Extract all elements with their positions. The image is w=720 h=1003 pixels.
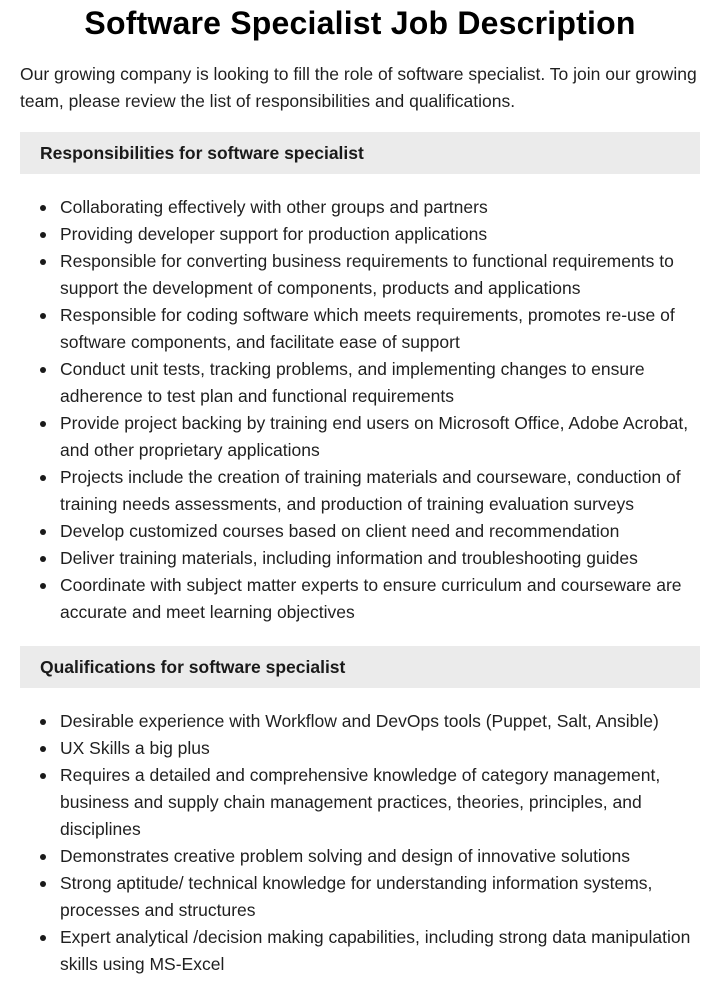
bullet-icon — [40, 313, 46, 319]
bullet-icon — [40, 259, 46, 265]
list-item-text: Responsible for coding software which meets requirements, promotes re-use of software components, and facilitate ease of support — [60, 305, 675, 352]
bullet-icon — [40, 556, 46, 562]
list-item-text: Coordinate with subject matter experts to ensure curriculum and courseware are accurate and meet learning objectives — [60, 575, 682, 622]
list-item — [20, 870, 700, 924]
list-item-text: UX Skills a big plus — [60, 738, 210, 758]
list-item — [20, 708, 700, 735]
list-item — [20, 762, 700, 843]
bullet-icon — [40, 421, 46, 427]
list-item — [20, 572, 700, 626]
list-item — [20, 545, 700, 572]
bullet-icon — [40, 881, 46, 887]
list-item-text: Provide project backing by training end users on Microsoft Office, Adobe Acrobat, and other proprietary applications — [60, 413, 689, 460]
qualifications-heading: Qualifications for software specialist — [20, 646, 700, 688]
list-item-text: Develop customized courses based on client need and recommendation — [60, 521, 620, 541]
list-item — [20, 221, 700, 248]
bullet-icon — [40, 232, 46, 238]
page-title: Software Specialist Job Description — [84, 5, 636, 41]
list-item — [20, 248, 700, 302]
list-item-text: Strong aptitude/ technical knowledge for understanding information systems, processes and structures — [60, 873, 653, 920]
bullet-icon — [40, 773, 46, 779]
list-item-text: Requires a detailed and comprehensive knowledge of category management, business and supply chain management practices, theories, principles, and disciplines — [60, 765, 661, 839]
list-item — [20, 302, 700, 356]
list-item-text: Conduct unit tests, tracking problems, and implementing changes to ensure adherence to test plan and functional requirements — [60, 359, 645, 406]
bullet-icon — [40, 529, 46, 535]
list-item-text: Desirable experience with Workflow and DevOps tools (Puppet, Salt, Ansible) — [60, 711, 659, 731]
responsibilities-list — [20, 194, 700, 626]
list-item-text: Collaborating effectively with other groups and partners — [60, 197, 488, 217]
list-item-text: Responsible for converting business requirements to functional requirements to support the development of components, products and applications — [60, 251, 674, 298]
bullet-icon — [40, 719, 46, 725]
list-item — [20, 194, 700, 221]
list-item-text: Expert analytical /decision making capabilities, including strong data manipulation skills using MS-Excel — [60, 927, 691, 974]
list-item — [20, 843, 700, 870]
responsibilities-heading: Responsibilities for software specialist — [20, 132, 700, 174]
list-item — [20, 410, 700, 464]
list-item — [20, 735, 700, 762]
qualifications-list — [20, 708, 700, 978]
bullet-icon — [40, 854, 46, 860]
bullet-icon — [40, 367, 46, 373]
bullet-icon — [40, 935, 46, 941]
bullet-icon — [40, 583, 46, 589]
list-item-text: Deliver training materials, including information and troubleshooting guides — [60, 548, 638, 568]
bullet-icon — [40, 205, 46, 211]
list-item — [20, 518, 700, 545]
intro-paragraph: Our growing company is looking to fill the role of software specialist. To join our growing team, please review the list of responsibilities and qualifications. — [20, 64, 697, 111]
list-item — [20, 464, 700, 518]
list-item — [20, 924, 700, 978]
list-item-text: Demonstrates creative problem solving and design of innovative solutions — [60, 846, 631, 866]
bullet-icon — [40, 475, 46, 481]
list-item-text: Projects include the creation of training materials and courseware, conduction of training needs assessments, and production of training evaluation surveys — [60, 467, 681, 514]
list-item-text: Providing developer support for production applications — [60, 224, 488, 244]
bullet-icon — [40, 746, 46, 752]
list-item — [20, 356, 700, 410]
